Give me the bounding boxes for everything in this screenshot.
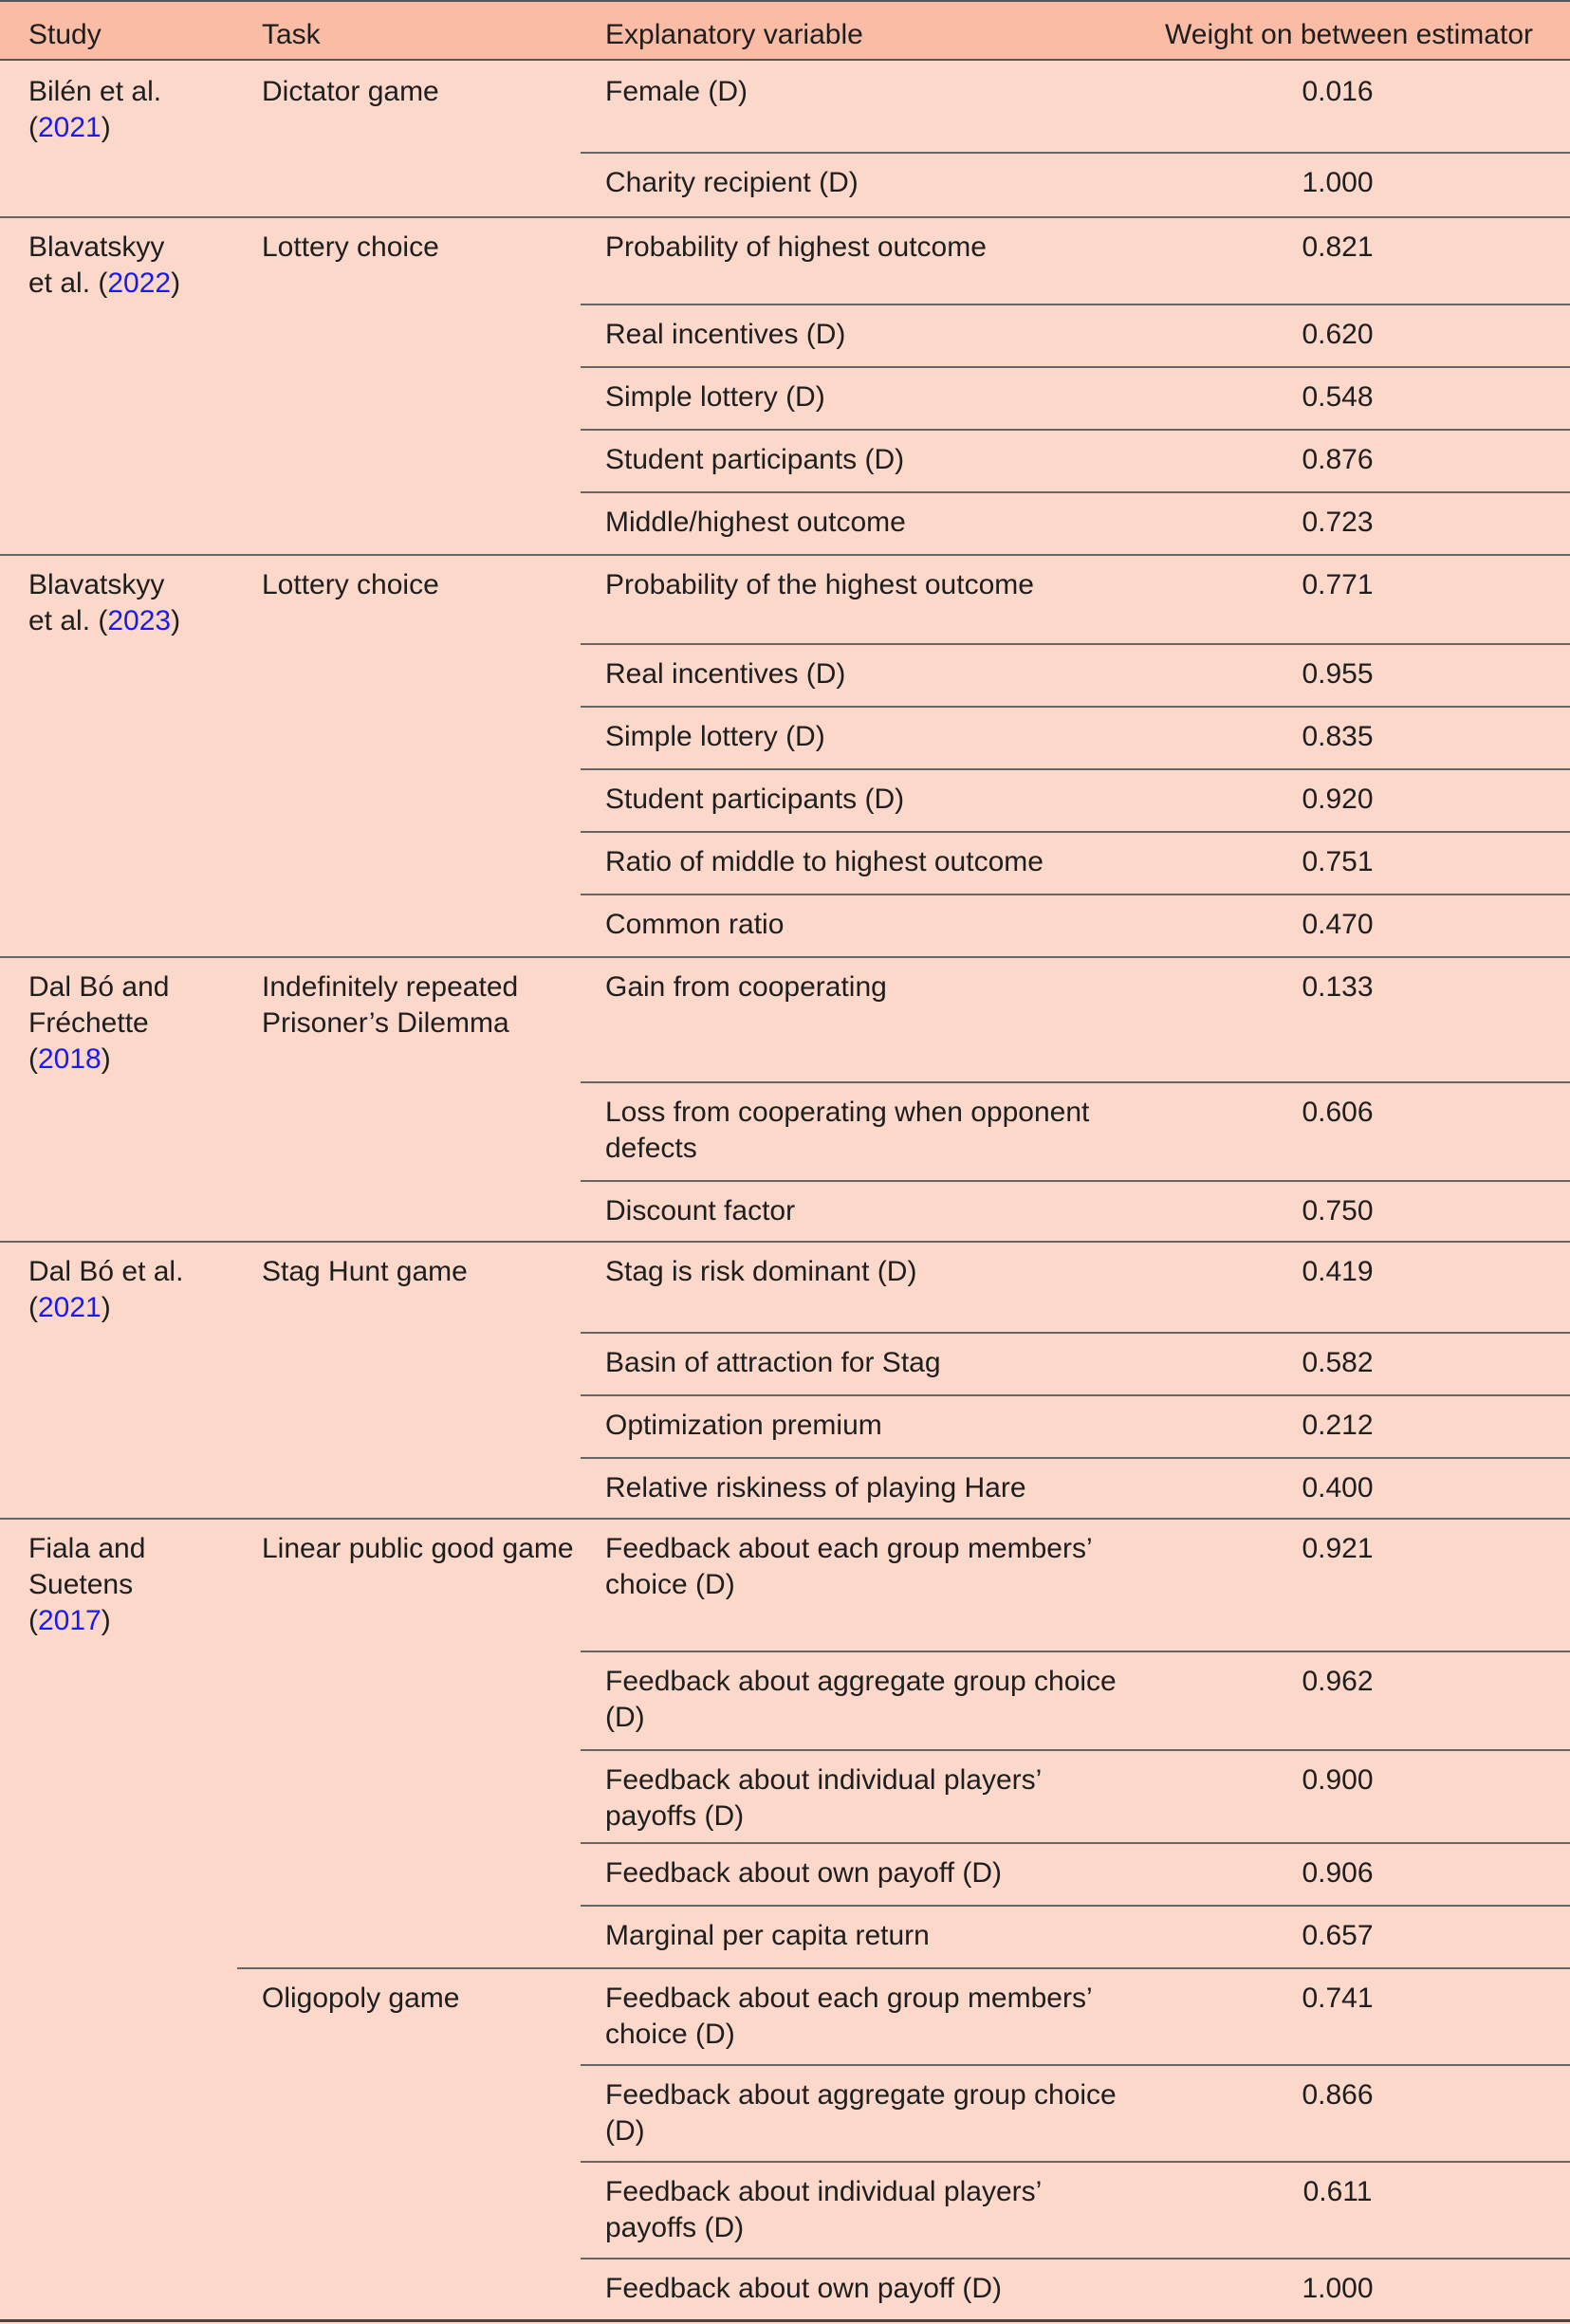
weight-value: 0.955 [1302, 658, 1374, 690]
study-name: Dal Bó and Fréchette (2018) [28, 971, 170, 1075]
row-rule [581, 894, 1570, 895]
weight-value: 0.657 [1302, 1920, 1374, 1951]
variable-label: Gain from cooperating [605, 971, 887, 1003]
row-rule [581, 1081, 1570, 1083]
variable-label: Feedback about individual players’ payoffs (D) [605, 2176, 1042, 2243]
table-header [0, 0, 1570, 61]
variable-label: Feedback about individual players’ payoffs (D) [605, 1764, 1042, 1832]
variable-label: Real incentives (D) [605, 658, 846, 690]
study-rule [0, 554, 1570, 556]
variable-label: Discount factor [605, 1195, 796, 1227]
table-bottom-rule [0, 2319, 1570, 2322]
row-rule [581, 366, 1570, 368]
row-rule [581, 1180, 1570, 1182]
weight-value: 0.419 [1302, 1256, 1374, 1287]
study-rule [0, 1241, 1570, 1243]
row-rule [581, 1457, 1570, 1459]
weight-value: 0.212 [1302, 1410, 1374, 1441]
weight-value: 0.582 [1302, 1347, 1374, 1378]
weight-value: 0.548 [1302, 381, 1374, 413]
study-name: Blavatskyy et al. (2023) [28, 569, 181, 636]
variable-label: Feedback about aggregate group choice (D) [605, 2079, 1117, 2147]
variable-label: Ratio of middle to highest outcome [605, 846, 1044, 877]
header-study: Study [28, 19, 102, 50]
study-author: Bilén et al. [28, 76, 162, 107]
header-variable: Explanatory variable [605, 19, 863, 50]
weight-value: 1.000 [1302, 167, 1374, 198]
weight-value: 0.400 [1302, 1472, 1374, 1503]
study-year-link[interactable]: 2018 [38, 1043, 102, 1075]
variable-label: Feedback about each group members’ choice (D) [605, 1533, 1092, 1600]
variable-label: Real incentives (D) [605, 319, 846, 350]
variable-label: Probability of highest outcome [605, 231, 987, 263]
variable-label: Simple lottery (D) [605, 381, 825, 413]
study-name: Dal Bó et al. (2021) [28, 1256, 184, 1323]
weight-value: 0.751 [1302, 846, 1374, 877]
row-rule [581, 491, 1570, 493]
variable-label: Marginal per capita return [605, 1920, 930, 1951]
weight-value: 0.620 [1302, 319, 1374, 350]
variable-label: Simple lottery (D) [605, 721, 825, 752]
study-author-cont: et al. [28, 605, 99, 636]
study-author-cont: et al. [28, 267, 99, 299]
weight-value: 0.723 [1302, 507, 1374, 538]
study-year-link[interactable]: 2021 [38, 112, 102, 143]
row-rule [581, 152, 1570, 154]
task-label: Dictator game [262, 76, 439, 107]
variable-label: Loss from cooperating when opponent defects [605, 1097, 1090, 1164]
study-rule [0, 956, 1570, 958]
weight-value: 0.606 [1302, 1097, 1374, 1128]
study-name: Bilén et al. (2021) [28, 76, 162, 143]
variable-label: Feedback about each group members’ choice (D) [605, 1983, 1092, 2050]
row-rule [581, 2258, 1570, 2259]
weight-value: 0.470 [1302, 909, 1374, 940]
task-label: Stag Hunt game [262, 1256, 468, 1287]
weight-value: 0.133 [1302, 971, 1374, 1003]
study-author-cont: Suetens [28, 1569, 134, 1600]
row-rule [581, 643, 1570, 645]
study-year-link[interactable]: 2022 [107, 267, 172, 299]
weight-value: 0.906 [1302, 1857, 1374, 1889]
variable-label: Relative riskiness of playing Hare [605, 1472, 1026, 1503]
variable-label: Feedback about aggregate group choice (D) [605, 1666, 1117, 1733]
task-label: Linear public good game [262, 1533, 574, 1564]
variable-label: Basin of attraction for Stag [605, 1347, 941, 1378]
weight-value: 0.771 [1302, 569, 1374, 600]
weight-value: 0.866 [1302, 2079, 1374, 2111]
study-author: Dal Bó et al. [28, 1256, 184, 1287]
row-rule [581, 831, 1570, 833]
row-rule [581, 304, 1570, 305]
study-author: Dal Bó and [28, 971, 170, 1003]
row-rule [581, 1332, 1570, 1334]
row-rule [581, 1842, 1570, 1844]
study-author-cont: Fréchette [28, 1007, 149, 1039]
task-rule [237, 1967, 1570, 1969]
variable-label: Optimization premium [605, 1410, 882, 1441]
weight-value: 0.876 [1302, 444, 1374, 475]
weight-value: 0.835 [1302, 721, 1374, 752]
row-rule [581, 1749, 1570, 1751]
study-year-link[interactable]: 2023 [107, 605, 172, 636]
study-year-link[interactable]: 2021 [38, 1292, 102, 1323]
header-weight: Weight on between estimator [1165, 19, 1533, 50]
row-rule [581, 2064, 1570, 2066]
row-rule [581, 1651, 1570, 1652]
variable-label: Feedback about own payoff (D) [605, 1857, 1003, 1889]
weight-value: 0.750 [1302, 1195, 1374, 1227]
variable-label: Student participants (D) [605, 444, 905, 475]
task-label: Oligopoly game [262, 1983, 460, 2014]
variable-label: Charity recipient (D) [605, 167, 859, 198]
weight-value: 0.900 [1302, 1764, 1374, 1796]
header-task: Task [262, 19, 321, 50]
weight-value: 0.921 [1302, 1533, 1374, 1564]
row-rule [581, 706, 1570, 708]
row-rule [581, 429, 1570, 431]
study-author: Fiala and [28, 1533, 146, 1564]
study-rule [0, 216, 1570, 218]
weight-value: 0.741 [1302, 1983, 1374, 2014]
weight-value: 0.821 [1302, 231, 1374, 263]
variable-label: Middle/highest outcome [605, 507, 906, 538]
variable-label: Female (D) [605, 76, 748, 107]
weight-value: 0.016 [1302, 76, 1374, 107]
task-label: Lottery choice [262, 569, 439, 600]
weight-value: 0.920 [1302, 784, 1374, 815]
row-rule [581, 768, 1570, 770]
study-rule [0, 1518, 1570, 1520]
task-label: Indefinitely repeated Prisoner’s Dilemma [262, 971, 519, 1039]
study-name: Fiala and Suetens (2017) [28, 1533, 146, 1636]
variable-label: Probability of the highest outcome [605, 569, 1034, 600]
study-author: Blavatskyy [28, 231, 165, 263]
study-year-link[interactable]: 2017 [38, 1605, 102, 1636]
weight-value: 0.962 [1302, 1666, 1374, 1697]
row-rule [581, 1905, 1570, 1907]
variable-label: Student participants (D) [605, 784, 905, 815]
study-author: Blavatskyy [28, 569, 165, 600]
task-label: Lottery choice [262, 231, 439, 263]
row-rule [581, 2161, 1570, 2163]
variable-label: Common ratio [605, 909, 785, 940]
weight-value: 1.000 [1302, 2273, 1374, 2304]
weight-value: 0.611 [1302, 2176, 1373, 2207]
row-rule [581, 1394, 1570, 1396]
variable-label: Feedback about own payoff (D) [605, 2273, 1003, 2304]
study-name: Blavatskyy et al. (2022) [28, 231, 181, 299]
variable-label: Stag is risk dominant (D) [605, 1256, 917, 1287]
